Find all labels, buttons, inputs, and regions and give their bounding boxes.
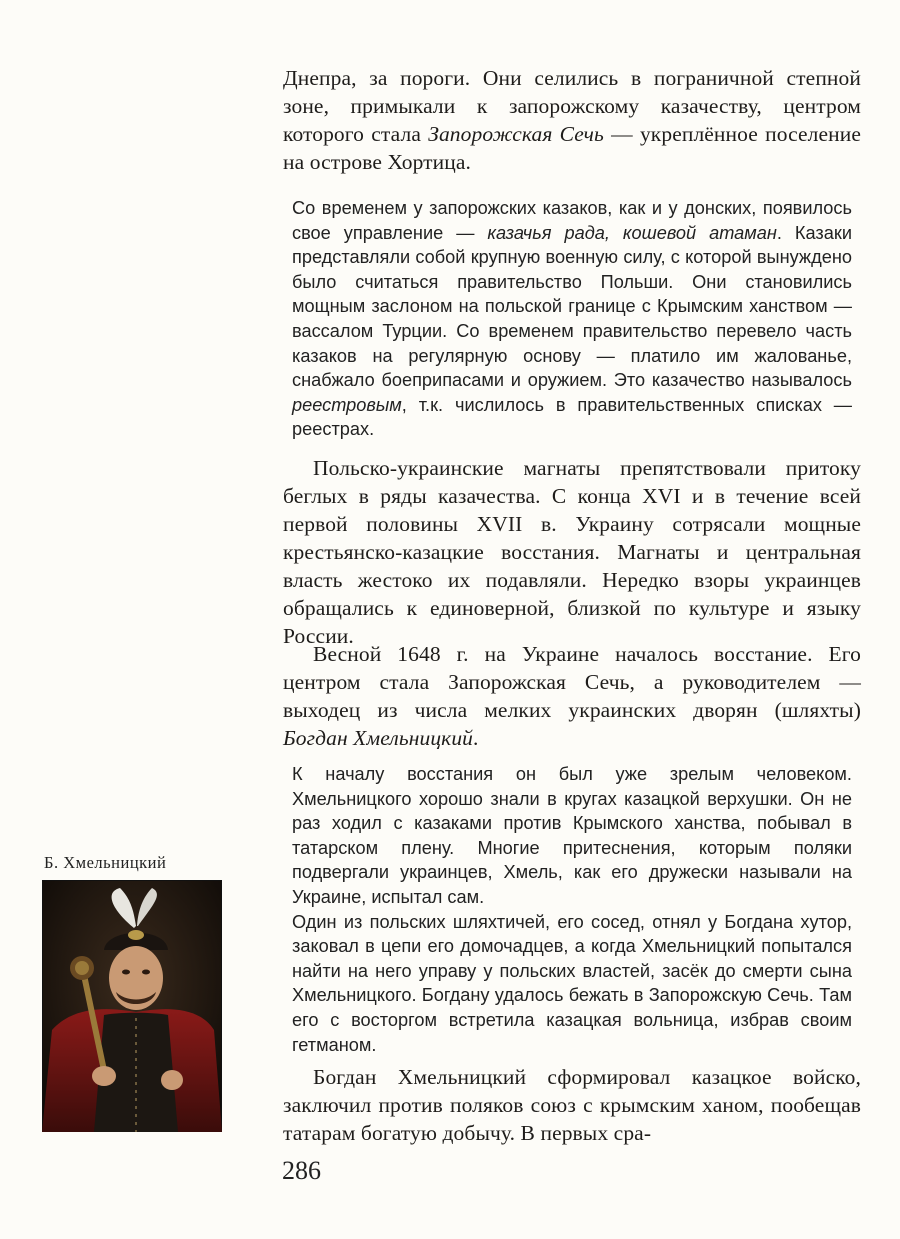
info-box-2-paragraph-1: К началу восстания он был уже зрелым человеком. Хмельницкого хорошо знали в кругах казацкой верхушки. Он не раз ходил с казаками против Крымского ханства, побывал в татарском плену. Многие притеснения, которым поляки подвергали украинцев, Хмель, как его дружески называли на Украине, испытал сам.: [292, 764, 852, 907]
portrait-caption: Б. Хмельницкий: [44, 853, 167, 872]
paragraph-2-text: Польско-украинские магнаты препятствовали притоку беглых в ряды казачества. С конца XVI и в течение всей первой половины XVII в. Украину сотрясали мощные крестьянско-казацкие восстания. Магнаты и центральная власть жестоко их подавляли. Нередко взоры украинцев обращались к единоверной, близкой по культуре и языку России.: [283, 456, 861, 648]
paragraph-4-text: Богдан Хмельницкий сформировал казацкое войско, заключил против поляков союз с крымским ханом, пообещав татарам богатую добычу. В первых сра-: [283, 1065, 861, 1145]
info-box-1-text-b: . Казаки представляли собой крупную военную силу, с которой вынуждено было считаться правительство Польши. Они становились мощным заслоном на польской границе с Крымским ханством — вассалом Турции. Со временем правительство перевело часть казаков на регулярную основу — платило им жалованье, снабжало боеприпасами и оружием. Это казачество называлось: [292, 222, 852, 391]
term-bohdan-khmelnytsky: Богдан Хмельницкий: [283, 726, 474, 750]
info-box-2-paragraph-2: Один из польских шляхтичей, его сосед, отнял у Богдана хутор, заковал в цепи его домочадцев, а когда Хмельницкий попытался найти на него управу у польских властей, засёк до смерти сына Хмельницкого. Богдану удалось бежать в Запорожскую Сечь. Там его с восторгом встретила казацкая вольница, избрав своим гетманом.: [292, 911, 852, 1055]
paragraph-4: [283, 1063, 861, 1147]
portrait-image: [42, 880, 222, 1132]
paragraph-1: [283, 64, 861, 176]
info-box-2: [292, 762, 852, 1057]
info-box-1-text-c: , т.к. числилось в правительственных списках — реестрах.: [292, 394, 852, 440]
page-number: 286: [282, 1156, 321, 1185]
paragraph-2: [283, 454, 861, 650]
paragraph-3-text-b: .: [473, 726, 479, 750]
info-box-1-text-a: Со временем у запорожских казаков, как и у донских, появилось свое управление —: [292, 198, 852, 243]
paragraph-3: [283, 640, 861, 752]
term-zaporozhian-sich: Запорожская Сечь: [428, 122, 604, 146]
term-cossack-rada: казачья рада, кошевой атаман: [487, 222, 777, 243]
info-box-1: [292, 196, 852, 442]
paragraph-1-text-a: Днепра, за пороги. Они селились в пограничной степной зоне, примыкали к запорожскому казачеству, центром которого стала: [283, 66, 861, 146]
paragraph-3-text-a: Весной 1648 г. на Украине началось восстание. Его центром стала Запорожская Сечь, а руководителем — выходец из числа мелких украинских дворян (шляхты): [283, 642, 861, 722]
term-registered: реестровым: [292, 394, 402, 415]
paragraph-1-text-b: — укреплённое поселение на острове Хортица.: [283, 122, 861, 174]
